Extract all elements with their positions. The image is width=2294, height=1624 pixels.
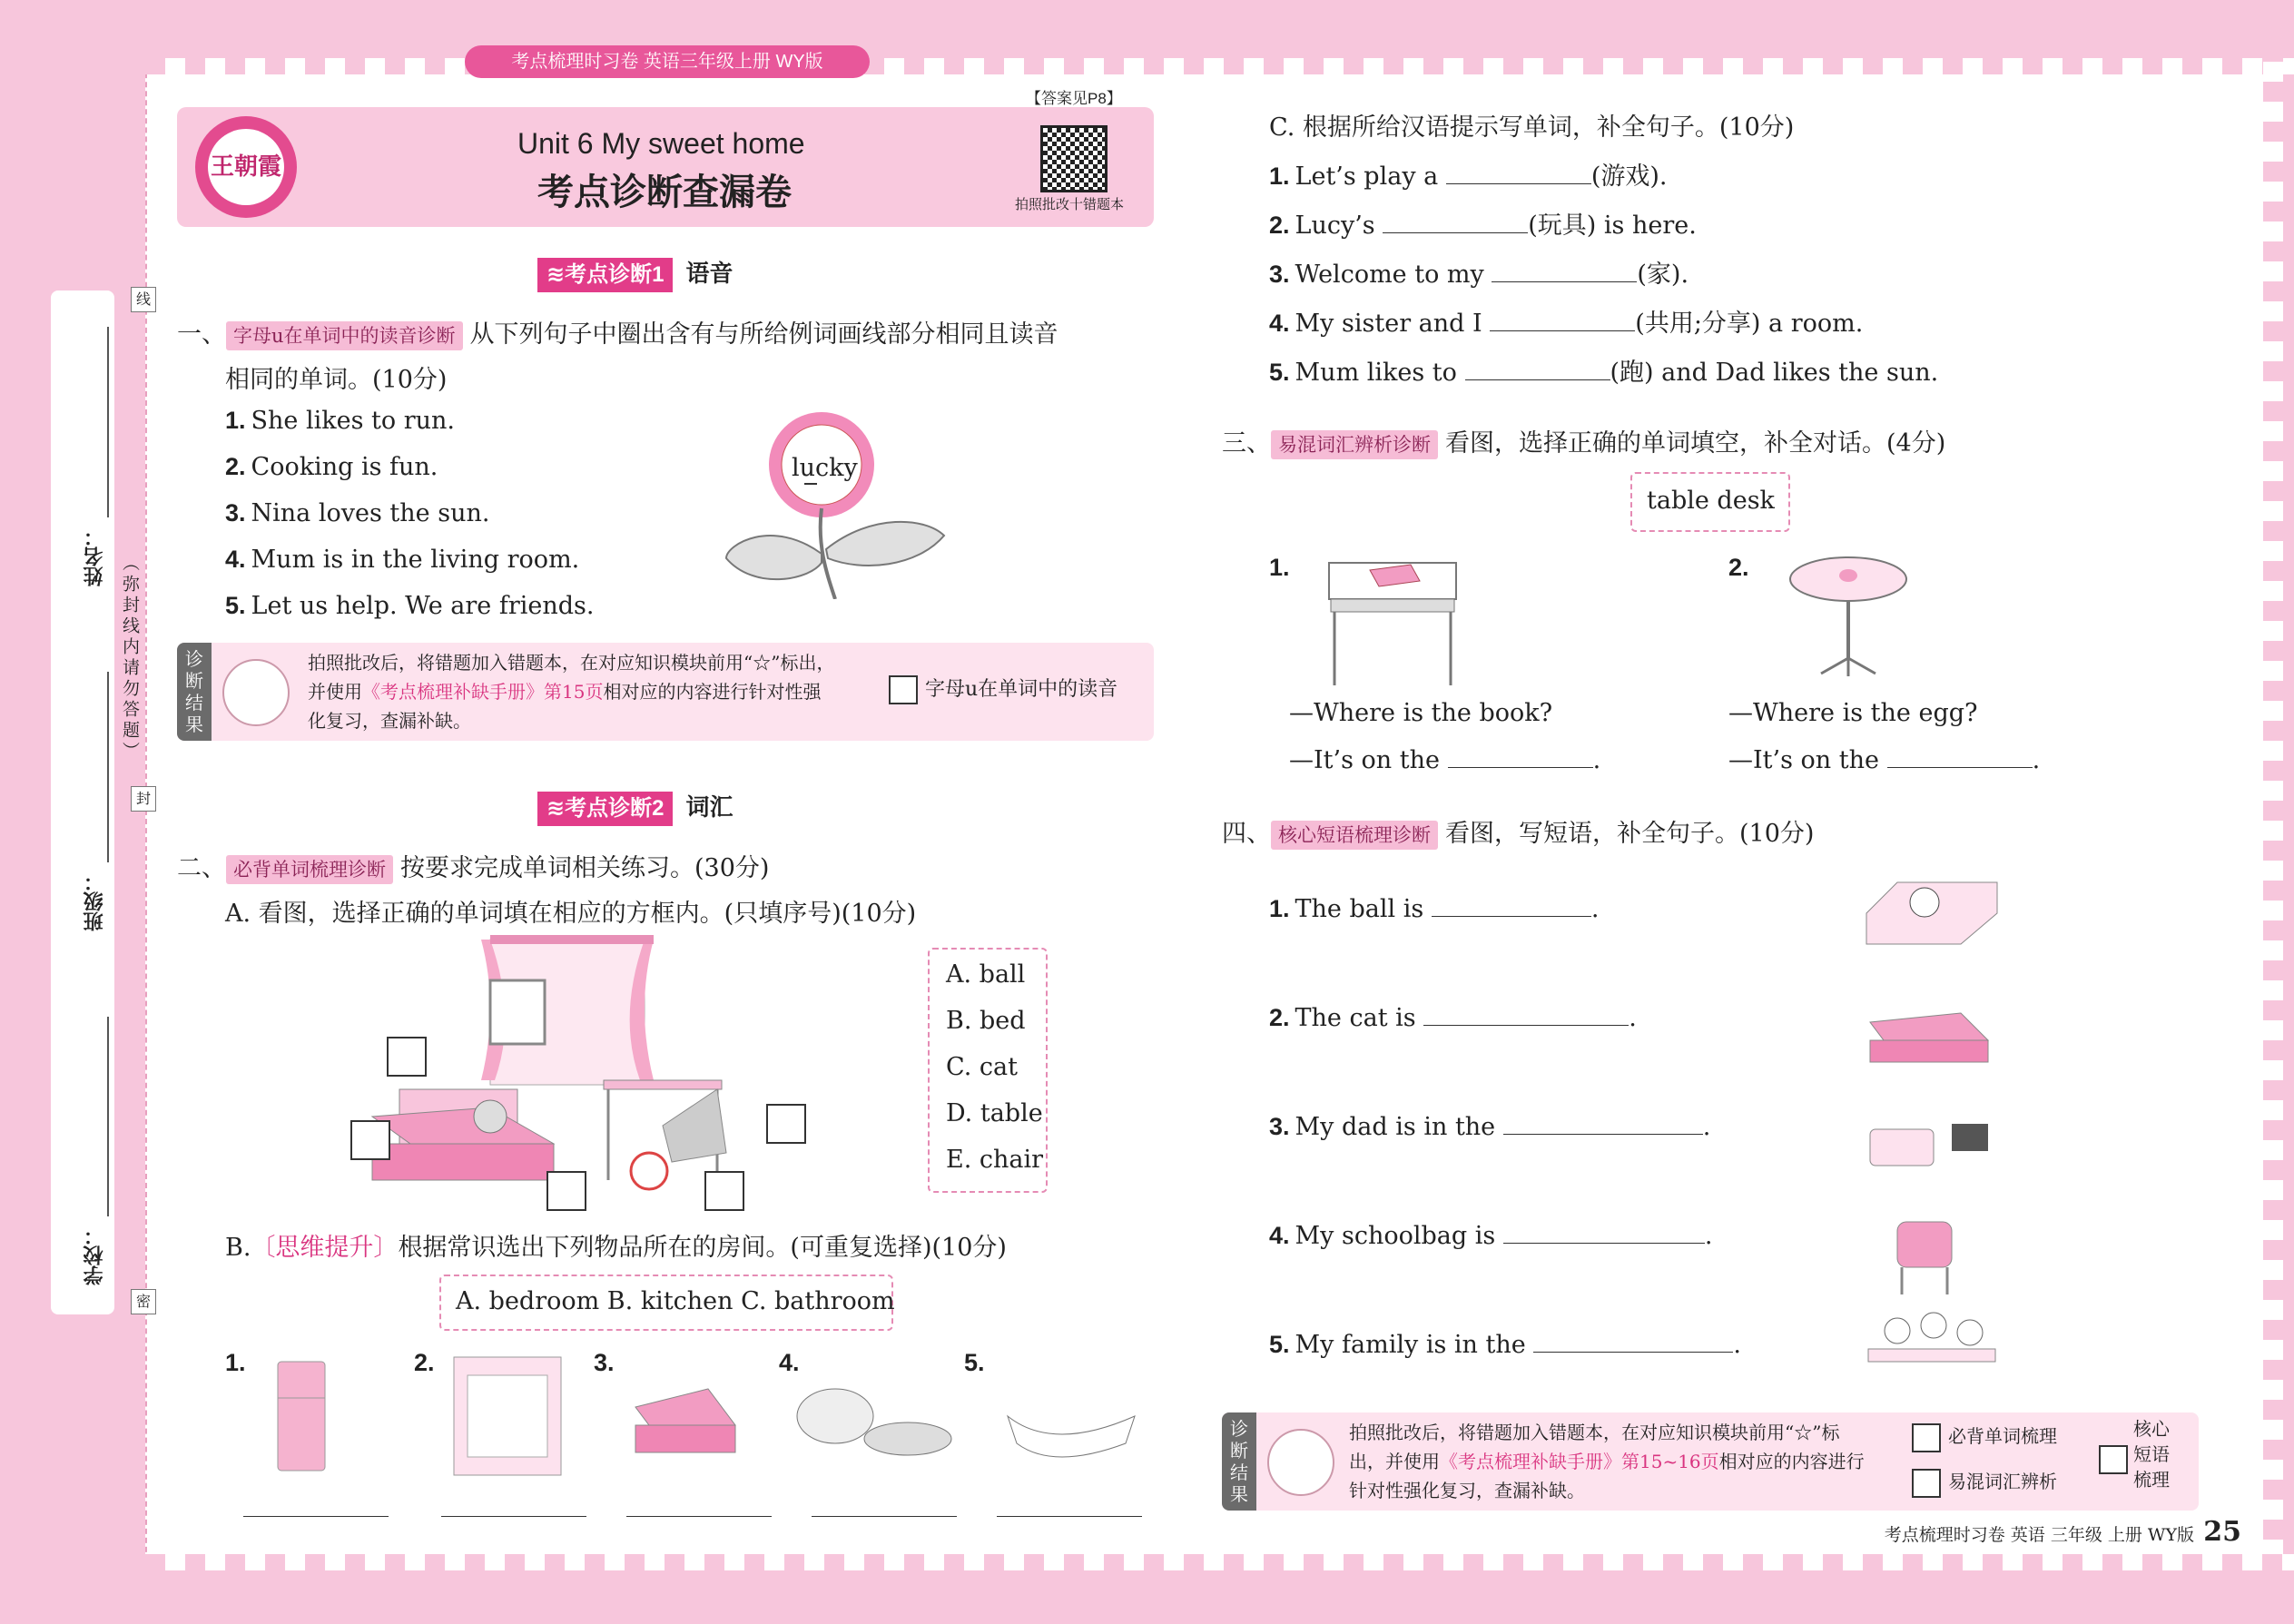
q3-item2-question: —Where is the egg? — [1728, 699, 1978, 727]
q4-stem: 四、 核心短语梳理诊断 看图，写短语，补全句子。(10分) — [1222, 820, 1815, 848]
diag2-line3: 针对性强化复习，查漏补缺。 — [1349, 1480, 1585, 1501]
qr-code-icon[interactable] — [1040, 125, 1108, 192]
answer-box[interactable] — [546, 1171, 586, 1211]
name-line[interactable] — [107, 327, 109, 517]
footer-text: 考点梳理时习卷 英语 三年级 上册 WY版 — [1884, 1525, 2194, 1545]
answer-blank[interactable] — [1492, 281, 1637, 282]
section1-heading — [537, 256, 733, 290]
q4-pill: 核心短语梳理诊断 — [1271, 821, 1438, 850]
q4-item: 5. My family is in the . — [1269, 1331, 1741, 1359]
room-items-illustrations — [272, 1353, 1144, 1489]
q2b-item-num: 5. — [964, 1349, 985, 1376]
checkbox[interactable] — [2099, 1445, 2128, 1474]
q4-item: 3. My dad is in the . — [1269, 1113, 1711, 1141]
q2b-item-num: 3. — [594, 1349, 615, 1376]
option-label: D. table — [946, 1099, 1043, 1127]
brand-logo-text: 王朝霞 — [208, 129, 284, 205]
answer-blank[interactable] — [1490, 330, 1635, 331]
q3-words: table desk — [1647, 487, 1775, 515]
q2-stem: 二、 必背单词梳理诊断 按要求完成单词相关练习。(30分) — [177, 854, 770, 882]
option-label: A. ball — [946, 960, 1026, 989]
q2c-item: 5. Mum likes to (跑) and Dad likes the sun. — [1269, 359, 1939, 387]
diag1-check[interactable]: 字母u在单词中的读音 — [889, 675, 1117, 704]
section1-tag: ≋考点诊断1 — [537, 258, 673, 292]
unit-title: Unit 6 My sweet home — [517, 127, 805, 160]
seal-note: （弥封线内请勿答题） — [120, 554, 140, 763]
q2c-item: 4. My sister and I (共用;分享) a room. — [1269, 310, 1864, 338]
answer-line[interactable] — [441, 1516, 586, 1517]
bottom-wave — [145, 1554, 2294, 1570]
page-number: 25 — [2203, 1516, 2241, 1548]
answer-blank[interactable] — [1423, 1024, 1629, 1026]
answer-blank[interactable] — [1533, 1351, 1733, 1353]
section1-name: 语音 — [685, 260, 733, 287]
answer-line[interactable] — [812, 1516, 957, 1517]
answer-box[interactable] — [350, 1120, 390, 1160]
diag2-check1[interactable]: 必背单词梳理 — [1912, 1422, 2057, 1452]
q1-stem: 一、 字母u在单词中的读音诊断 从下列句子中圈出含有与所给例词画线部分相同且读音 — [177, 320, 1058, 349]
seal-mark: 封 — [131, 786, 156, 812]
q2b-item-num: 1. — [225, 1349, 246, 1376]
seal-line-mark: 线 — [131, 287, 156, 312]
diagnosis-box-2 — [1222, 1412, 2199, 1511]
q2c-item: 1. Let’s play a (游戏). — [1269, 162, 1668, 191]
girl-avatar-icon — [222, 659, 290, 726]
q3-item2-answer: —It’s on the . — [1728, 746, 2041, 774]
q3-item1-question: —Where is the book? — [1289, 699, 1553, 727]
answer-blank[interactable] — [1503, 1242, 1705, 1244]
answer-blank[interactable] — [1446, 182, 1591, 184]
section2-name: 词汇 — [685, 793, 733, 821]
q3-stem: 三、 易混词汇辨析诊断 看图，选择正确的单词填空，补全对话。(4分) — [1222, 429, 1946, 458]
q1-stem2: 相同的单词。(10分) — [225, 366, 448, 394]
q2b-item-num: 2. — [414, 1349, 435, 1376]
diag2-check3-label: 核心 短语 梳理 — [2133, 1418, 2170, 1491]
q2c-item: 2. Lucy’s (玩具) is here. — [1269, 212, 1697, 240]
q4-item: 2. The cat is . — [1269, 1004, 1637, 1032]
answer-reference: 【答案见P8】 — [1026, 90, 1122, 107]
option-label: E. chair — [946, 1146, 1044, 1174]
qr-caption: 拍照批改十错题本 — [1015, 197, 1125, 212]
diag2-line1: 拍照批改后，将错题加入错题本，在对应知识模块前用“☆”标 — [1349, 1422, 1840, 1443]
class-label: 班级： — [83, 871, 105, 931]
answer-blank[interactable] — [1383, 231, 1528, 233]
q4-item: 1. The ball is . — [1269, 895, 1600, 923]
diagnosis-side-label: 诊断结果 — [177, 643, 212, 741]
checkbox[interactable] — [1912, 1469, 1941, 1498]
q1-item: 5. Let us help. We are friends. — [225, 592, 595, 620]
q2b-stem: B.〔思维提升〕根据常识选出下列物品所在的房间。(可重复选择)(10分) — [225, 1234, 1007, 1262]
diag2-check2[interactable]: 易混词汇辨析 — [1912, 1467, 2057, 1498]
student-info-panel — [51, 290, 114, 1314]
school-label: 学校： — [83, 1225, 105, 1285]
q4-illustrations — [1861, 877, 2006, 1394]
q2-pill: 必背单词梳理诊断 — [226, 855, 393, 884]
diag2-check3[interactable] — [2099, 1443, 2135, 1474]
answer-blank[interactable] — [1465, 379, 1610, 380]
section2-heading — [537, 790, 733, 824]
answer-blank[interactable] — [1432, 915, 1591, 917]
q2c-item: 3. Welcome to my (家). — [1269, 261, 1689, 289]
flower-illustration — [717, 408, 953, 599]
q1-item: 4. Mum is in the living room. — [225, 546, 580, 574]
q1-item: 1. She likes to run. — [225, 407, 455, 435]
right-wave — [2263, 54, 2283, 1580]
checkbox[interactable] — [889, 675, 918, 704]
q1-pill: 字母u在单词中的读音诊断 — [226, 321, 463, 350]
diag1-line3: 化复习，查漏补缺。 — [308, 710, 471, 732]
top-label: 考点梳理时习卷 英语三年级上册 WY版 — [465, 45, 870, 78]
round-table-illustration — [1785, 554, 1912, 681]
checkbox[interactable] — [1912, 1423, 1941, 1452]
q3-item1-num: 1. — [1269, 554, 1290, 581]
diag1-line1: 拍照批改后，将错题加入错题本，在对应知识模块前用“☆”标出， — [308, 652, 835, 674]
example-underline — [804, 483, 817, 485]
secret-mark: 密 — [131, 1289, 156, 1314]
q2c-stem: C. 根据所给汉语提示写单词，补全句子。(10分) — [1269, 113, 1795, 142]
section2-tag: ≋考点诊断2 — [537, 792, 673, 826]
q2b-item-num: 4. — [779, 1349, 800, 1376]
diag2-line2: 出，并使用《考点梳理补缺手册》第15~16页相对应的内容进行 — [1349, 1451, 1865, 1472]
q3-item1-answer: —It’s on the . — [1289, 746, 1601, 774]
q2a-stem: A. 看图，选择正确的单词填在相应的方框内。(只填序号)(10分) — [225, 900, 917, 928]
q1-item: 3. Nina loves the sun. — [225, 499, 490, 527]
q3-pill: 易混词汇辨析诊断 — [1271, 430, 1438, 459]
diag1-line2: 并使用《考点梳理补缺手册》第15页相对应的内容进行针对性强 — [308, 681, 822, 703]
q1-item: 2. Cooking is fun. — [225, 453, 438, 481]
option-label: B. bed — [946, 1007, 1026, 1035]
option-label: C. cat — [946, 1053, 1018, 1081]
answer-box[interactable] — [766, 1104, 806, 1144]
answer-box[interactable] — [387, 1037, 427, 1077]
girl-avatar-icon — [1267, 1429, 1334, 1496]
example-word: lucky — [792, 454, 858, 482]
q3-item2-num: 2. — [1728, 554, 1749, 581]
diagnosis-box-1 — [177, 643, 1154, 741]
class-line[interactable] — [107, 672, 109, 862]
q2b-options: A. bedroom B. kitchen C. bathroom — [456, 1287, 895, 1315]
school-line[interactable] — [107, 1017, 109, 1216]
bottom-band — [145, 1570, 2294, 1624]
diagnosis-side-label: 诊断结果 — [1222, 1412, 1256, 1511]
answer-line[interactable] — [997, 1516, 1142, 1517]
desk-illustration — [1320, 554, 1465, 690]
name-label: 姓名： — [83, 527, 105, 586]
answer-line[interactable] — [626, 1516, 772, 1517]
brand-logo — [195, 116, 297, 218]
answer-blank[interactable] — [1503, 1133, 1703, 1135]
answer-box[interactable] — [704, 1171, 744, 1211]
answer-line[interactable] — [243, 1516, 389, 1517]
paper-title: 考点诊断查漏卷 — [537, 172, 792, 212]
q4-item: 4. My schoolbag is . — [1269, 1222, 1713, 1250]
